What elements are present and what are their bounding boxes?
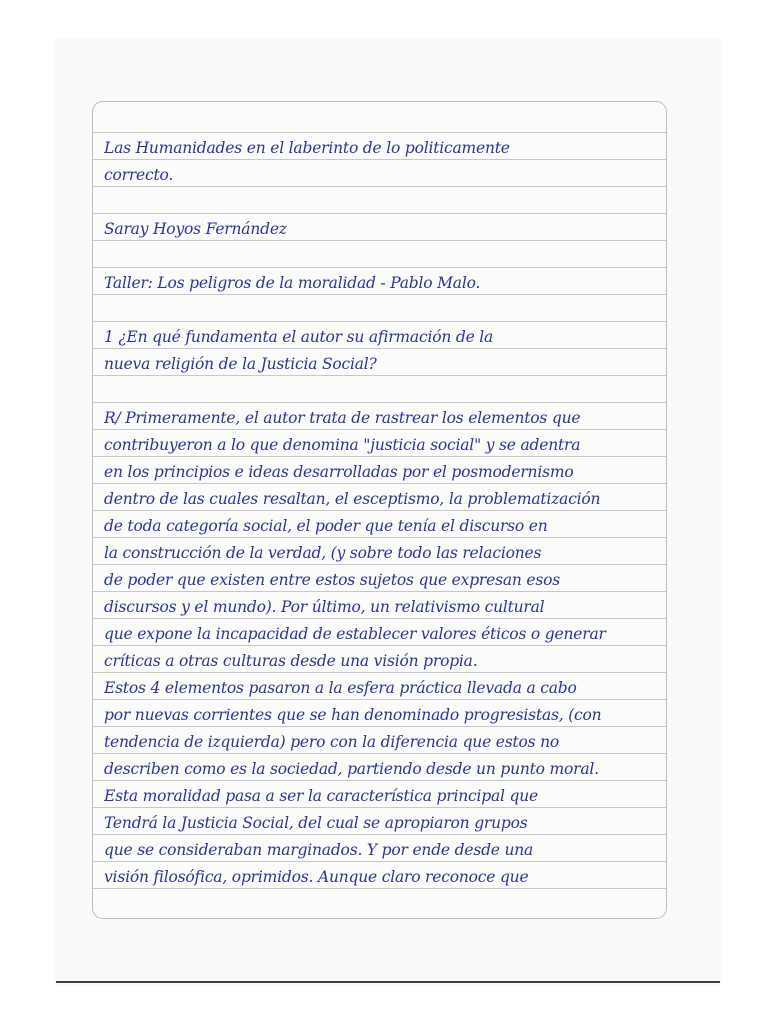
answer-line: discursos y el mundo). Por último, un relativismo cultural (104, 598, 545, 616)
answer-line: en los principios e ideas desarrolladas por el posmodernismo (104, 463, 574, 481)
blank-line (104, 188, 664, 216)
page-bottom-edge (56, 981, 720, 983)
workshop-line: Taller: Los peligros de la moralidad - Pablo Malo. (104, 274, 481, 292)
blank-line (104, 242, 664, 270)
answer-line: de poder que existen entre estos sujetos que expresan esos (104, 571, 561, 589)
blank-line (104, 296, 664, 324)
rule-line (93, 132, 666, 133)
answer-line: dentro de las cuales resaltan, el esceptismo, la problematización (104, 490, 601, 508)
answer-line: Estos 4 elementos pasaron a la esfera práctica llevada a cabo (104, 679, 577, 697)
question-line-2: nueva religión de la Justicia Social? (104, 355, 377, 373)
answer-line: visión filosófica, oprimidos. Aunque claro reconoce que (104, 868, 529, 886)
answer-line: la construcción de la verdad, (y sobre todo las relaciones (104, 544, 542, 562)
answer-line: contribuyeron a lo que denomina "justicia social" y se adentra (104, 436, 581, 454)
title-line-1: Las Humanidades en el laberinto de lo politicamente (104, 139, 510, 157)
answer-line: Tendrá la Justicia Social, del cual se apropiaron grupos (104, 814, 528, 832)
answer-line: Esta moralidad pasa a ser la característica principal que (104, 787, 538, 805)
answer-line: por nuevas corrientes que se han denominado progresistas, (con (104, 706, 602, 724)
answer-line: que expone la incapacidad de establecer valores éticos o generar (104, 625, 606, 643)
answer-line: R/ Primeramente, el autor trata de rastrear los elementos que (104, 409, 581, 427)
title-line-2: correcto. (104, 166, 174, 184)
blank-line (104, 377, 664, 405)
answer-line: de toda categoría social, el poder que tenía el discurso en (104, 517, 548, 535)
author-name: Saray Hoyos Fernández (104, 220, 287, 238)
question-line-1: 1 ¿En qué fundamenta el autor su afirmación de la (104, 328, 494, 346)
answer-line: que se consideraban marginados. Y por ende desde una (104, 841, 534, 859)
answer-line: críticas a otras culturas desde una visión propia. (104, 652, 478, 670)
answer-line: tendencia de izquierda) pero con la diferencia que estos no (104, 733, 560, 751)
answer-line: describen como es la sociedad, partiendo desde un punto moral. (104, 760, 599, 778)
